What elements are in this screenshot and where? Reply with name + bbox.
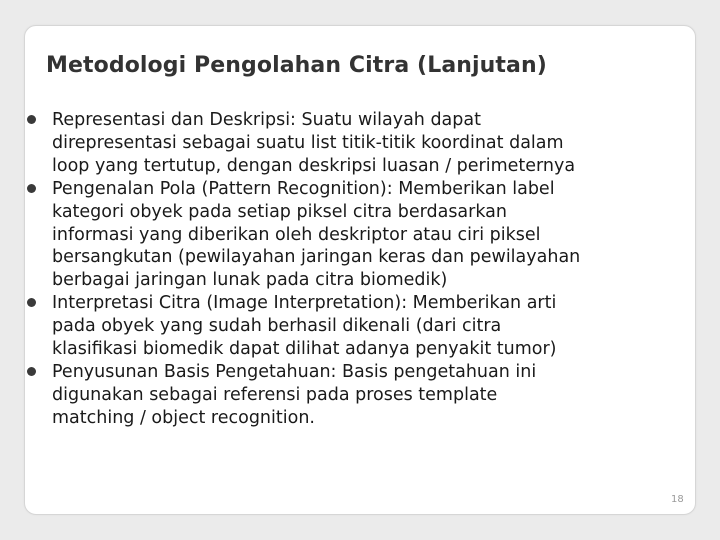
- bullet-line: Penyusunan Basis Pengetahuan: Basis pengetahuan ini: [52, 361, 537, 382]
- bullet-item-representasi: [26, 109, 696, 178]
- bullet-dot-icon: [27, 367, 36, 376]
- bullet-line: kategori obyek pada setiap piksel citra berdasarkan: [52, 201, 507, 222]
- bullet-dot-icon: [27, 184, 36, 193]
- bullet-line: berbagai jaringan lunak pada citra biomedik): [52, 270, 448, 291]
- bullet-item-basis-pengetahuan: [26, 361, 696, 430]
- bullet-item-interpretasi: [26, 292, 696, 361]
- bullet-line: direpresentasi sebagai suatu list titik-titik koordinat dalam: [52, 132, 564, 153]
- bullet-line: pada obyek yang sudah berhasil dikenali (dari citra: [52, 316, 502, 337]
- bullet-line: digunakan sebagai referensi pada proses template: [52, 384, 498, 405]
- bullet-line: Representasi dan Deskripsi: Suatu wilayah dapat: [52, 110, 481, 130]
- bullet-line: klasifikasi biomedik dapat dilihat adanya penyakit tumor): [52, 339, 557, 360]
- bullet-line: informasi yang diberikan oleh deskriptor atau ciri piksel: [52, 224, 541, 245]
- page-number: 18: [671, 494, 684, 505]
- bullet-dot-icon: [27, 115, 36, 124]
- bullet-list: [26, 109, 696, 430]
- bullet-line: loop yang tertutup, dengan deskripsi luasan / perimeternya: [52, 155, 576, 176]
- bullet-line: matching / object recognition.: [52, 407, 315, 428]
- bullet-item-pengenalan-pola: [26, 178, 696, 293]
- bullet-line: Interpretasi Citra (Image Interpretation): Memberikan arti: [52, 293, 557, 314]
- bullet-line: bersangkutan (pewilayahan jaringan keras dan pewilayahan: [52, 247, 581, 268]
- bullet-dot-icon: [27, 298, 36, 307]
- slide-title: Metodologi Pengolahan Citra (Lanjutan): [46, 53, 547, 78]
- bullet-line: Pengenalan Pola (Pattern Recognition): Memberikan label: [52, 178, 555, 199]
